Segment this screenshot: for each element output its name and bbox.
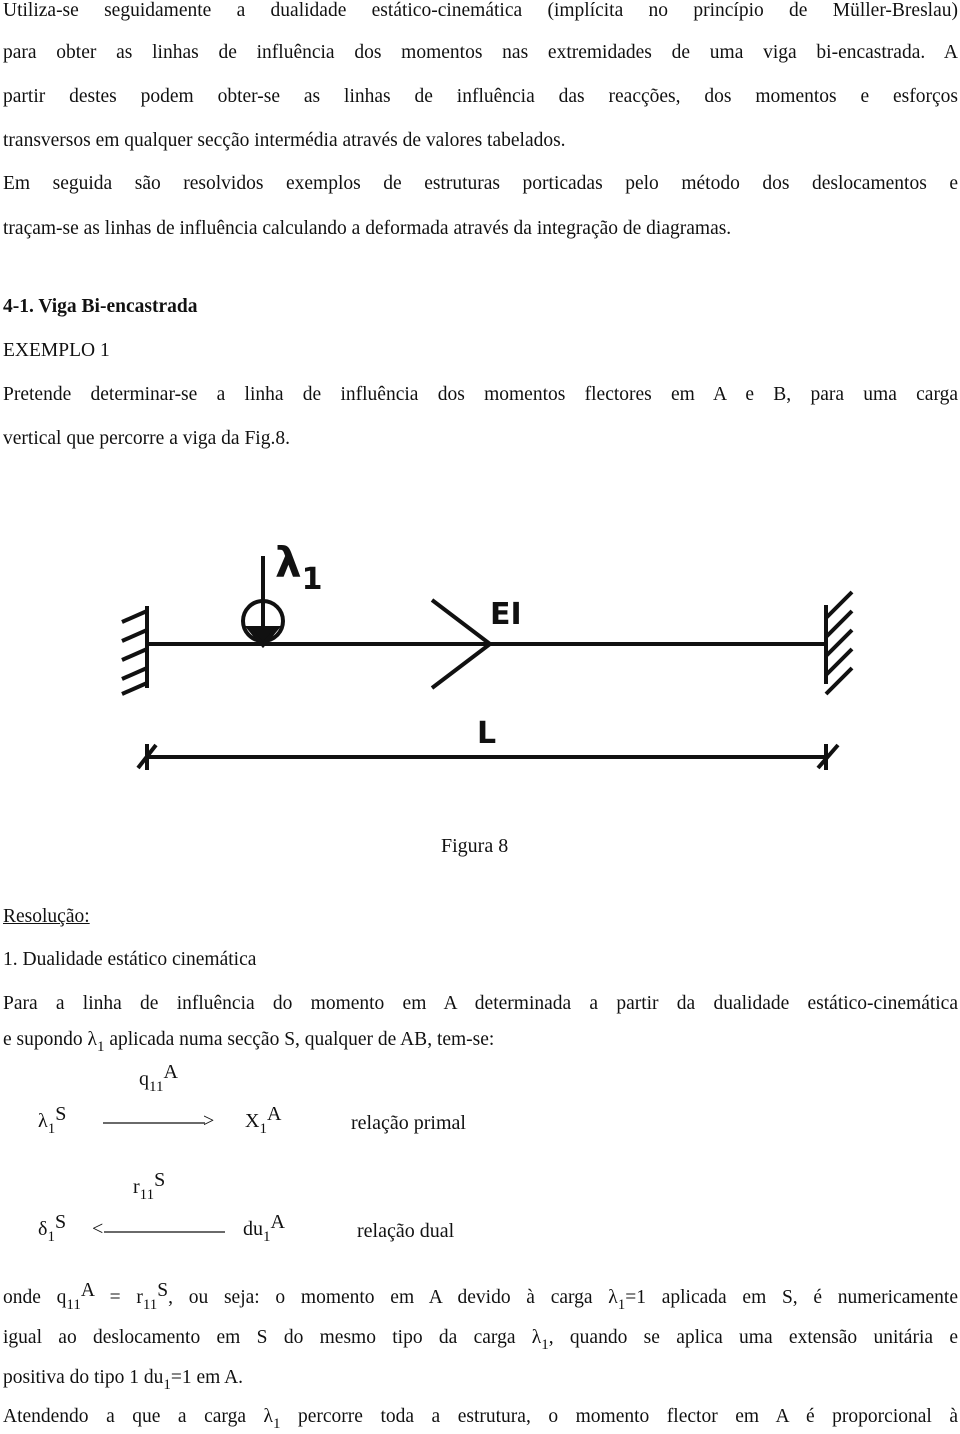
- conclusion-line-2: igual ao deslocamento em S do mesmo tipo da carga $\lambda_1$, quando se aplica uma extensão unitária e: [3, 1327, 958, 1353]
- dual-relation-name: relação dual: [357, 1220, 455, 1242]
- resolution-para-line-2: e supondo $\lambda_1$ aplicada numa secção S, qualquer de AB, tem-se:: [3, 1029, 495, 1055]
- section-heading: 4-1. Viga Bi-encastrada: [3, 296, 198, 317]
- resolution-step-1: 1. Dualidade estático cinemática: [3, 949, 257, 970]
- primal-relation-name: relação primal: [351, 1112, 466, 1134]
- primal-left-term: $\lambda_1S$: [38, 1103, 67, 1137]
- resolution-title: Resolução:: [3, 906, 90, 927]
- primal-arrow-head: >: [203, 1110, 215, 1132]
- resolution-para-line-1: Para a linha de influência do momento em A determinada a partir da dualidade estático-cinemática: [3, 993, 958, 1014]
- primal-arrow-label: $q_{11}A$: [139, 1061, 178, 1095]
- problem-line-1: Pretende determinar-se a linha de influência dos momentos flectores em A e B, para uma carga: [3, 384, 958, 405]
- dual-arrow-head: <: [92, 1218, 104, 1240]
- figure-stiffness-label: EI: [490, 597, 522, 632]
- example-title: EXEMPLO 1: [3, 340, 110, 361]
- primal-right-term: $X_1A$: [245, 1103, 282, 1137]
- conclusion-line-1: onde $q_{11}A = r_{11}S$, ou seja: o momento em A devido à carga $\lambda_1=1$ aplicada em S, é numericamente: [3, 1280, 958, 1313]
- intro-line-1: Utiliza-se seguidamente a dualidade estático-cinemática (implícita no princípio de Müller-Breslau): [3, 0, 958, 21]
- dual-arrow-label: $r_{11}S$: [133, 1169, 166, 1203]
- intro-line-5: Em seguida são resolvidos exemplos de estruturas porticadas pelo método dos deslocamentos e: [3, 173, 958, 194]
- figure-load-label: $\lambda_1$: [275, 538, 323, 597]
- problem-line-2: vertical que percorre a viga da Fig.8.: [3, 428, 290, 449]
- conclusion-line-3: positiva do tipo 1 $du_1=1$ em A.: [3, 1367, 244, 1393]
- intro-line-4: transversos em qualquer secção intermédia através de valores tabelados.: [3, 130, 566, 151]
- intro-line-2: para obter as linhas de influência dos momentos nas extremidades de uma viga bi-encastrada. A: [3, 42, 958, 63]
- intro-line-6: traçam-se as linhas de influência calculando a deformada através da integração de diagramas.: [3, 218, 732, 239]
- dual-left-term: $\delta_1S$: [38, 1211, 67, 1245]
- conclusion-line-4: Atendendo a que a carga $\lambda_1$ percorre toda a estrutura, o momento flector em A é proporcional à: [3, 1406, 958, 1432]
- figure-length-label: L: [477, 716, 497, 751]
- figure-caption: Figura 8: [441, 835, 509, 857]
- intro-line-3: partir destes podem obter-se as linhas de influência das reacções, dos momentos e esforços: [3, 86, 958, 107]
- dual-right-term: $du_1A$: [243, 1211, 285, 1245]
